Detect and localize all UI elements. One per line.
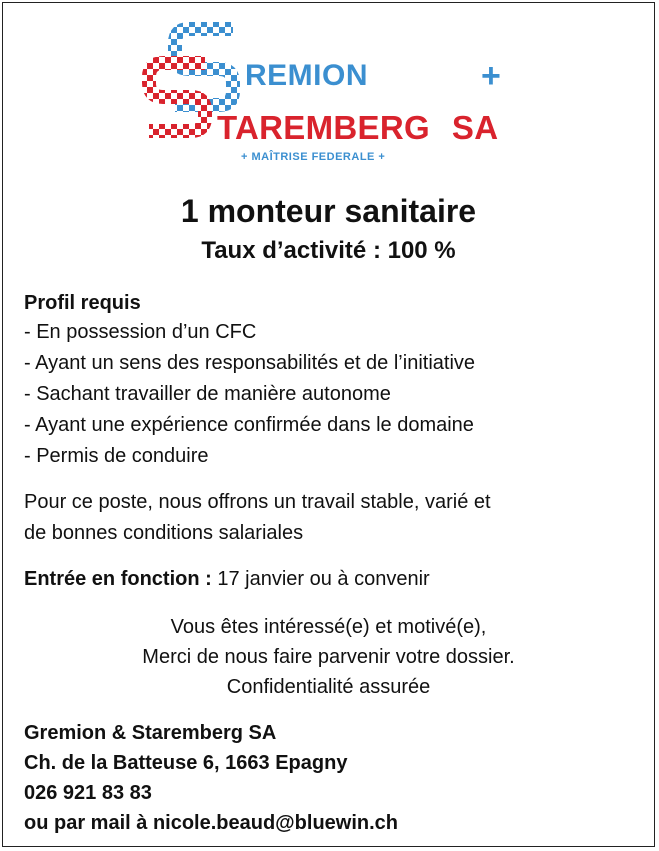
activity-rate: Taux d’activité : 100 % bbox=[201, 237, 456, 264]
closing-line1: Vous êtes intéressé(e) et motivé(e), bbox=[170, 616, 487, 638]
logo-tagline: + MAÎTRISE FEDERALE + bbox=[241, 151, 386, 163]
job-advertisement bbox=[2, 2, 655, 847]
profile-item: - Ayant un sens des responsabilités et de l’initiative bbox=[24, 352, 476, 374]
contact-phone[interactable]: 026 921 83 83 bbox=[24, 782, 152, 804]
start-date-label: Entrée en fonction : bbox=[24, 568, 212, 590]
profile-heading: Profil requis bbox=[24, 292, 141, 314]
profile-item: - Ayant une expérience confirmée dans le domaine bbox=[24, 414, 474, 436]
start-date-value: 17 janvier ou à convenir bbox=[211, 568, 430, 590]
profile-item: - En possession d’un CFC bbox=[24, 321, 257, 343]
contact-email-line bbox=[24, 808, 398, 838]
logo-text-sa: SA bbox=[451, 109, 499, 146]
start-date bbox=[24, 564, 430, 595]
contact-email-link[interactable]: nicole.beaud@bluewin.ch bbox=[152, 812, 399, 834]
profile-item: - Sachant travailler de manière autonome bbox=[24, 383, 391, 405]
contact-block bbox=[24, 718, 398, 838]
contact-address: Ch. de la Batteuse 6, 1663 Epagny bbox=[24, 752, 348, 774]
closing-line3: Confidentialité assurée bbox=[226, 676, 431, 698]
offer-text-line1: Pour ce poste, nous offrons un travail stable, varié et bbox=[24, 491, 491, 513]
contact-email-prefix: ou par mail à bbox=[24, 812, 153, 834]
closing-line2: Merci de nous faire parvenir votre dossier. bbox=[142, 646, 515, 668]
contact-company: Gremion & Staremberg SA bbox=[24, 722, 277, 744]
logo-text-taremberg-word: TAREMBERG bbox=[217, 109, 430, 146]
logo-text-remion: REMION bbox=[245, 59, 368, 92]
profile-item: - Permis de conduire bbox=[24, 445, 209, 467]
logo-text-taremberg bbox=[217, 109, 498, 147]
company-logo bbox=[141, 21, 521, 163]
offer-text-line2: de bonnes conditions salariales bbox=[24, 522, 304, 544]
job-title: 1 monteur sanitaire bbox=[180, 193, 477, 229]
logo-plus-sign: + bbox=[481, 57, 501, 95]
